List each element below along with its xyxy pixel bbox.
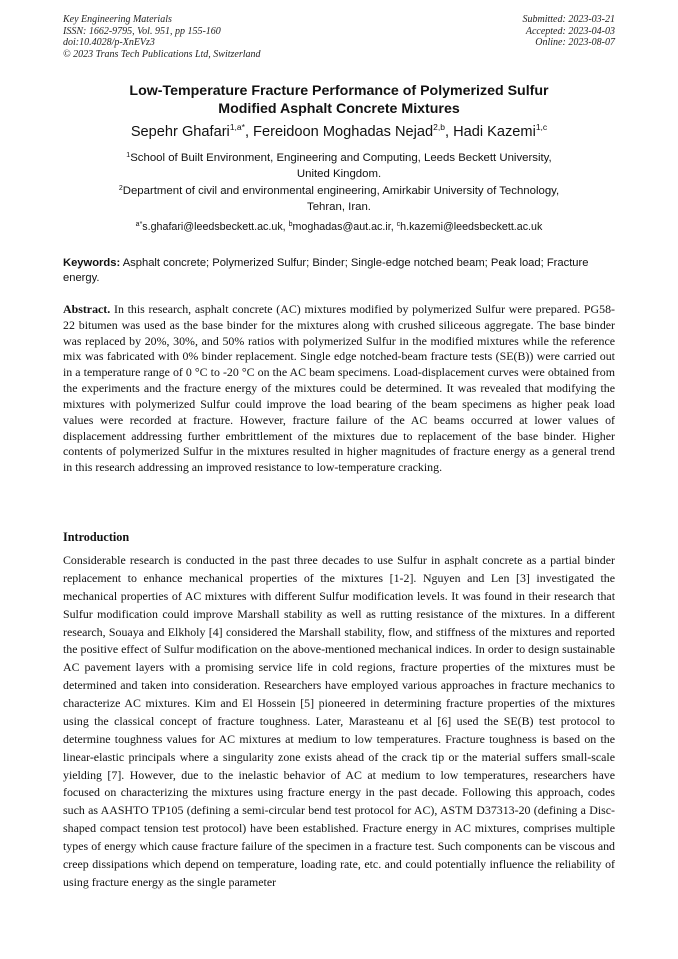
- abstract-label: Abstract.: [63, 302, 111, 316]
- author-superscript: 1,a*: [229, 122, 245, 132]
- email-separator: ,: [390, 221, 397, 233]
- author-emails: [63, 219, 615, 235]
- publication-dates: [523, 14, 616, 49]
- email-superscript: b: [288, 221, 293, 228]
- author-name: Sepehr Ghafari: [130, 124, 230, 140]
- email-separator: ,: [282, 221, 289, 233]
- introduction-text: Considerable research is conducted in the past three decades to use Sulfur in asphalt concrete as a partial binder replacement to enhance mechanical properties of the mixtures [1-2]. Nguyen and Len [3] investigated the mechanical properties of AC mixtures with different Sulfur modification levels. It was found in their research that Sulfur modification could improve Marshall stability as well as rutting resistance of the mixtures. In a different research, Souaya and Elkholy [4] considered the Marshall stability, flow, and stiffness of the mixtures and reported the positive effect of Sulfur modification on the above-mentioned mechanical indices. In order to design sustainable AC pavement layers with a promising service life in cold regions, fracture properties of the mixtures must be determined and taken into consideration. Researchers have employed various approaches in fracture mechanics to characterize AC mixtures. Kim and El Hossein [5] pioneered in determining fracture properties of the mixtures using the classical concept of fracture toughness. Later, Marasteanu et al [6] used the SE(B) test protocol to determine toughness values for AC mixtures at medium to low temperatures. Fracture toughness is based on the linear-elastic principals where a singularity zone exists ahead of the crack tip or the material suffers small-scale yielding [7]. However, due to the inelastic behavior of AC at medium to low temperatures, researchers have focused on characterizing the mixtures using fracture energy in the past decade. Following this approach, codes such as AASHTO TP105 (defining a semi-circular bend test protocol for AC), ASTM D37313-20 (defining a Disc-shaped compact tension test protocol) have been established. Fracture energy in AC mixtures, comprises multiple types of energy which cause fracture failure of the specimen in a fracture test. Such components can be viscous and creep dissipations which depend on temperature, loading rate, etc. and could potentially influence the reliability of using fracture energy as the single parameter: [63, 553, 615, 889]
- affiliation-text: United Kingdom.: [296, 168, 382, 180]
- date-accepted: Accepted: 2023-04-03: [525, 25, 615, 37]
- journal-doi[interactable]: doi:10.4028/p-XnEVz3: [63, 37, 155, 49]
- abstract-text: In this research, asphalt concrete (AC) mixtures modified by polymerized Sulfur were prepared. PG58-22 bitumen was used as the base binder for the mixtures along with crushed siliceous aggregate. The base binder was replaced by 20%, 30%, and 50% ratios with polymerized Sulfur in the modified mixtures while the reference mix was fabricated with 0% binder replacement. Single edge notched-beam fracture tests (SE(B)) were carried out in a temperature range of 0 °C to -20 °C on the AC beam specimens. Load-displacement curves were obtained from the experiments and the fracture energy of the mixtures could be determined. It was revealed that modifying the mixtures with polymerized Sulfur could improve the load bearing of the beam specimens as higher peak load values were recorded at fracture. However, fracture failure of the AC beams occurred at lower values of displacement addressing further embrittlement of the mixtures due to replacement of the base binder. Higher contents of polymerized Sulfur in the mixtures resulted in higher magnitudes of fracture energy as a general trend in this research addressing an improved resistance to low-temperature cracking.: [63, 302, 615, 475]
- email-link[interactable]: moghadas@aut.ac.ir: [292, 221, 391, 233]
- abstract: [63, 302, 615, 476]
- author-list: [63, 123, 615, 141]
- journal-issn: ISSN: 1662-9795, Vol. 951, pp 155-160: [63, 25, 221, 37]
- affiliation-text: Tehran, Iran.: [307, 201, 371, 213]
- keywords-text: Asphalt concrete; Polymerized Sulfur; Binder; Single-edge notched beam; Peak load; Fracture energy.: [63, 257, 589, 285]
- journal-copyright: © 2023 Trans Tech Publications Ltd, Switzerland: [63, 48, 261, 60]
- author-separator: ,: [444, 124, 454, 140]
- email-superscript: a*: [135, 221, 143, 228]
- title-line: Modified Asphalt Concrete Mixtures: [218, 101, 460, 117]
- affiliation-text: School of Built Environment, Engineering and Computing, Leeds Beckett University,: [130, 152, 552, 164]
- keywords-label: Keywords:: [63, 257, 121, 269]
- date-online: Online: 2023-08-07: [535, 37, 615, 49]
- author-name: Fereidoon Moghadas Nejad: [253, 124, 434, 140]
- affiliation-text: Department of civil and environmental engineering, Amirkabir University of Technology,: [122, 185, 560, 197]
- journal-name: Key Engineering Materials: [63, 14, 172, 25]
- email-link[interactable]: s.ghafari@leedsbeckett.ac.uk: [142, 221, 283, 233]
- keywords: [63, 256, 615, 286]
- affiliation-number: 1: [126, 152, 131, 159]
- author-separator: ,: [244, 124, 254, 140]
- author-name: Hadi Kazemi: [453, 124, 536, 140]
- affiliation: [63, 183, 615, 215]
- affiliation-number: 2: [118, 185, 123, 192]
- affiliation: [63, 150, 615, 182]
- email-link[interactable]: h.kazemi@leedsbeckett.ac.uk: [400, 221, 543, 233]
- author-superscript: 2,b: [433, 122, 445, 132]
- email-superscript: c: [396, 221, 401, 228]
- date-submitted: Submitted: 2023-03-21: [522, 14, 615, 25]
- title-line: Low-Temperature Fracture Performance of Polymerized Sulfur: [129, 83, 549, 99]
- author-superscript: 1,c: [535, 122, 548, 132]
- paper-title: [63, 82, 615, 118]
- journal-info: [63, 14, 261, 60]
- section-heading: Introduction: [63, 530, 130, 544]
